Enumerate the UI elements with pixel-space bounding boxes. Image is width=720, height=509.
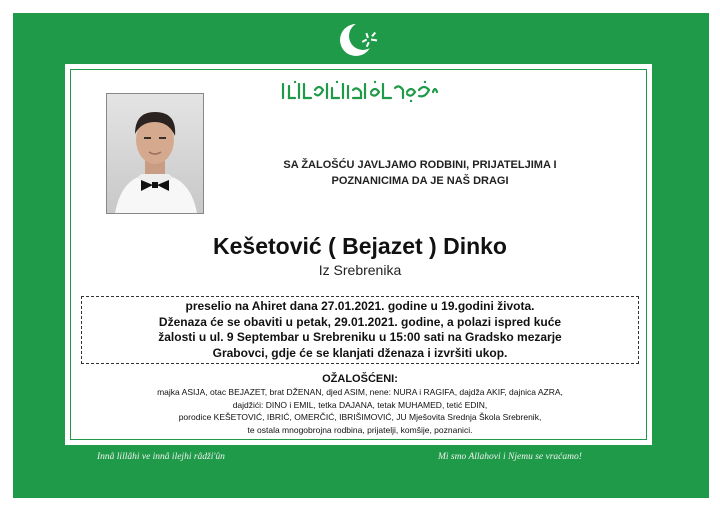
deceased-name: Kešetović ( Bejazet ) Dinko xyxy=(213,233,507,259)
mourners-line: majka ASIJA, otac BEJAZET, brat DŽENAN, djed ASIM, nene: NURA i RAGIFA, dajdža AKIF, dajnica AZRA, xyxy=(157,387,563,397)
mourners-line: te ostala mnogobrojna rodbina, prijatelji, komšije, poznanici. xyxy=(247,424,473,435)
details-line: žalosti u ul. 9 Septembar u Srebreniku u 15:00 sati na Gradsko mezarje xyxy=(158,330,562,344)
portrait-photo xyxy=(106,93,204,214)
deceased-origin: Iz Srebrenika xyxy=(318,262,402,278)
arabic-calligraphy-icon xyxy=(279,78,439,102)
mourners-section xyxy=(80,373,640,436)
crescent-star-icon xyxy=(336,20,386,60)
funeral-details xyxy=(81,296,639,364)
mourners-line: dajdžići: DINO i EMIL, tetka DAJANA, tetak MUHAMED, tetić EDIN, xyxy=(232,399,488,410)
details-line: Dženaza će se obaviti u petak, 29.01.2021. godine, a polazi ispred kuće xyxy=(158,314,562,329)
announcement-intro xyxy=(220,157,620,189)
footer-verse-left: Innâ lillâhi ve innâ ilejhi râdži'ûn xyxy=(97,452,225,462)
intro-line: SA ŽALOŠĆU JAVLJAMO RODBINI, PRIJATELJIMA I xyxy=(283,159,557,171)
intro-line: POZNANICIMA DA JE NAŠ DRAGI xyxy=(331,175,509,187)
details-line: Grabovci, gdje će se klanjati dženaza i izvršiti ukop. xyxy=(212,345,508,360)
mourners-title: OŽALOŠĆENI: xyxy=(322,373,398,385)
portrait-photo-icon xyxy=(107,94,203,213)
mourners-line: porodice KEŠETOVIĆ, IBRIĆ, OMERČIĆ, IBRIŠIMOVIĆ, JU Mješovita Srednja Škola Srebrenik, xyxy=(178,412,542,422)
details-line: preselio na Ahiret dana 27.01.2021. godine u 19.godini života. xyxy=(185,299,535,313)
footer-verse-right: Mi smo Allahovi i Njemu se vraćamo! xyxy=(438,452,582,462)
